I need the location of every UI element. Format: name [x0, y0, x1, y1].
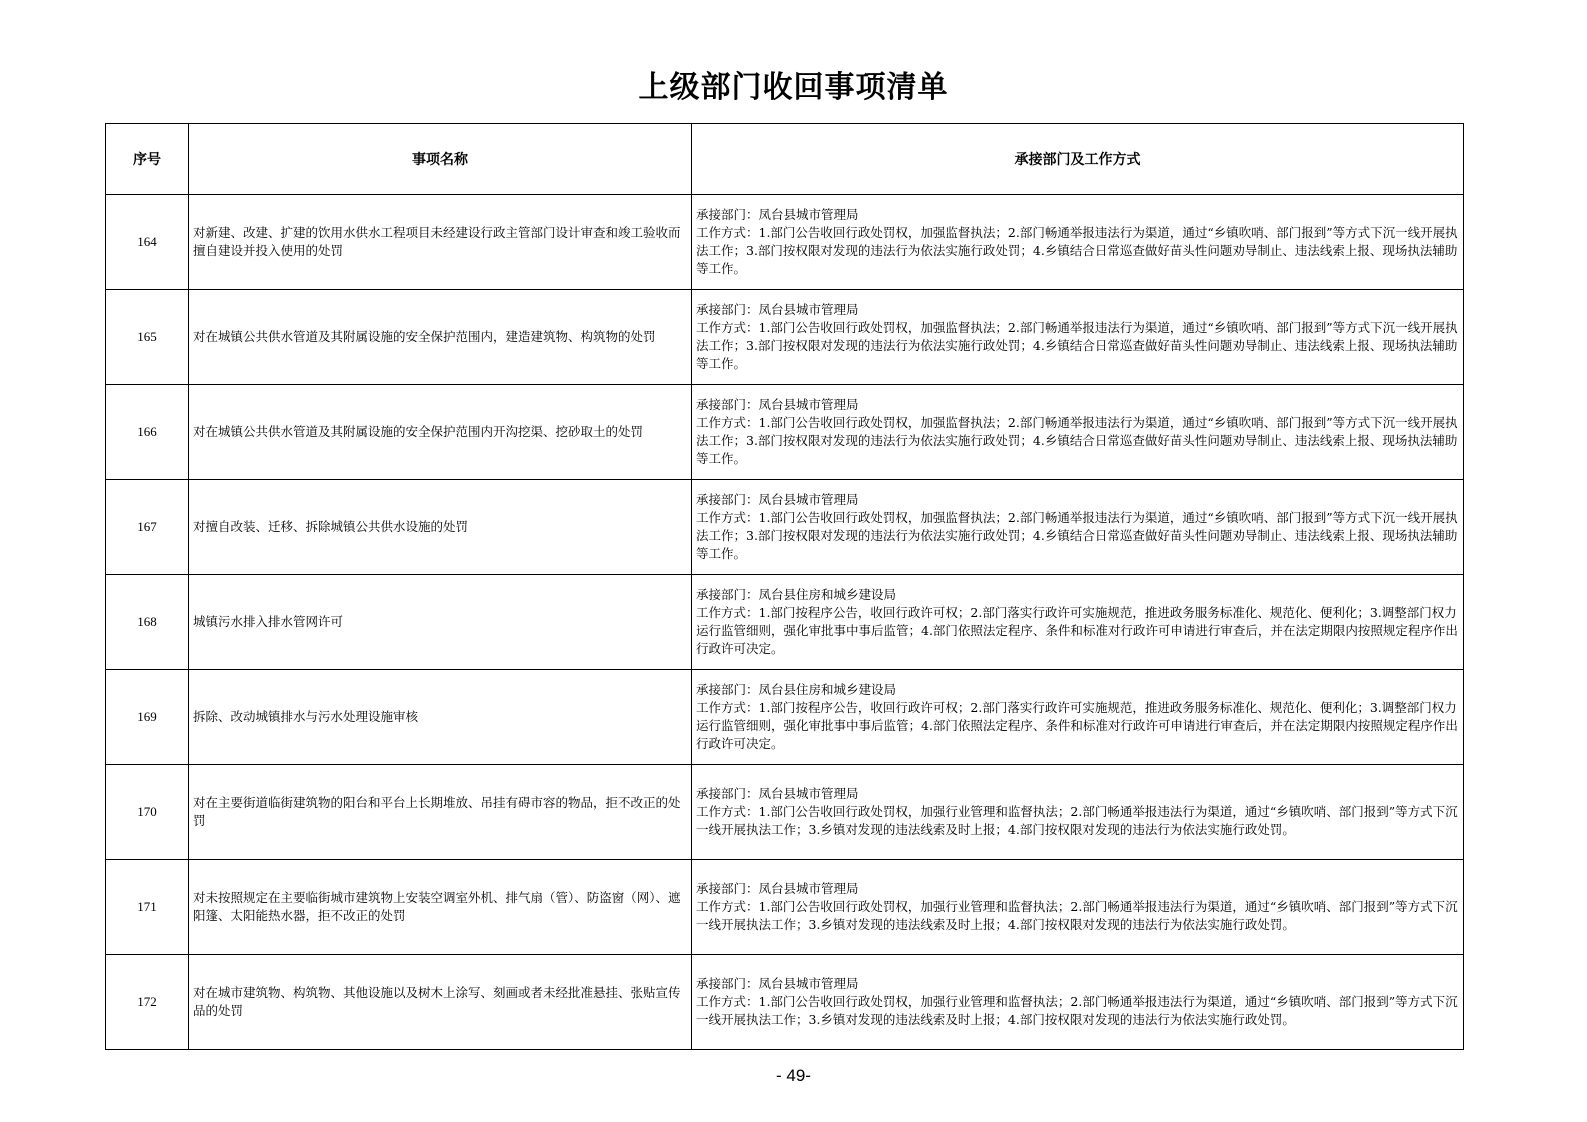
- row-method: 工作方式：1.部门公告收回行政处罚权，加强监督执法；2.部门畅通举报违法行为渠道，通过“乡镇吹哨、部门报到”等方式下沉一线开展执法工作；3.部门按权限对发现的违法行为依法实施行政处罚；4.乡镇结合日常巡查做好苗头性问题劝导制止、违法线索上报、现场执法辅助等工作。: [696, 510, 1458, 561]
- row-number: 164: [106, 195, 189, 290]
- row-department: 承接部门：凤台县城市管理局: [696, 397, 859, 412]
- row-department: 承接部门：凤台县城市管理局: [696, 492, 859, 507]
- table-row: [106, 765, 1464, 860]
- header-department-method: 承接部门及工作方式: [692, 124, 1464, 195]
- table-row: [106, 385, 1464, 480]
- row-number: 166: [106, 385, 189, 480]
- row-method: 工作方式：1.部门公告收回行政处罚权，加强行业管理和监督执法；2.部门畅通举报违法行为渠道，通过“乡镇吹哨、部门报到”等方式下沉一线开展执法工作；3.乡镇对发现的违法线索及时上报；4.部门按权限对发现的违法行为依法实施行政处罚。: [696, 994, 1458, 1027]
- row-department-method: [692, 290, 1464, 385]
- row-number: 165: [106, 290, 189, 385]
- header-item-name: 事项名称: [189, 124, 692, 195]
- row-number: 169: [106, 670, 189, 765]
- table-row: [106, 480, 1464, 575]
- row-department: 承接部门：凤台县住房和城乡建设局: [696, 587, 897, 602]
- row-item-name: 对在城镇公共供水管道及其附属设施的安全保护范围内，建造建筑物、构筑物的处罚: [189, 290, 692, 385]
- row-department-method: [692, 575, 1464, 670]
- row-method: 工作方式：1.部门公告收回行政处罚权，加强行业管理和监督执法；2.部门畅通举报违法行为渠道，通过“乡镇吹哨、部门报到”等方式下沉一线开展执法工作；3.乡镇对发现的违法线索及时上报；4.部门按权限对发现的违法行为依法实施行政处罚。: [696, 804, 1458, 837]
- row-number: 171: [106, 860, 189, 955]
- row-department-method: [692, 765, 1464, 860]
- header-serial-number: 序号: [106, 124, 189, 195]
- row-department-method: [692, 195, 1464, 290]
- row-item-name: 对未按照规定在主要临街城市建筑物上安装空调室外机、排气扇（管）、防盗窗（网）、遮阳篷、太阳能热水器，拒不改正的处罚: [189, 860, 692, 955]
- row-method: 工作方式：1.部门公告收回行政处罚权，加强监督执法；2.部门畅通举报违法行为渠道，通过“乡镇吹哨、部门报到”等方式下沉一线开展执法工作；3.部门按权限对发现的违法行为依法实施行政处罚；4.乡镇结合日常巡查做好苗头性问题劝导制止、违法线索上报、现场执法辅助等工作。: [696, 320, 1458, 371]
- row-item-name: 对新建、改建、扩建的饮用水供水工程项目未经建设行政主管部门设计审查和竣工验收而擅自建设并投入使用的处罚: [189, 195, 692, 290]
- row-method: 工作方式：1.部门公告收回行政处罚权，加强监督执法；2.部门畅通举报违法行为渠道，通过“乡镇吹哨、部门报到”等方式下沉一线开展执法工作；3.部门按权限对发现的违法行为依法实施行政处罚；4.乡镇结合日常巡查做好苗头性问题劝导制止、违法线索上报、现场执法辅助等工作。: [696, 415, 1458, 466]
- row-item-name: 对在城镇公共供水管道及其附属设施的安全保护范围内开沟挖渠、挖砂取土的处罚: [189, 385, 692, 480]
- row-department: 承接部门：凤台县住房和城乡建设局: [696, 682, 897, 697]
- row-method: 工作方式：1.部门公告收回行政处罚权，加强监督执法；2.部门畅通举报违法行为渠道，通过“乡镇吹哨、部门报到”等方式下沉一线开展执法工作；3.部门按权限对发现的违法行为依法实施行政处罚；4.乡镇结合日常巡查做好苗头性问题劝导制止、违法线索上报、现场执法辅助等工作。: [696, 225, 1458, 276]
- row-department-method: [692, 860, 1464, 955]
- row-department-method: [692, 385, 1464, 480]
- row-department: 承接部门：凤台县城市管理局: [696, 207, 859, 222]
- row-method: 工作方式：1.部门按程序公告，收回行政许可权；2.部门落实行政许可实施规范，推进政务服务标准化、规范化、便利化；3.调整部门权力运行监管细则，强化审批事中事后监管；4.部门依照法定程序、条件和标准对行政许可申请进行审查后，并在法定期限内按照规定程序作出行政许可决定。: [696, 605, 1458, 656]
- row-department: 承接部门：凤台县城市管理局: [696, 302, 859, 317]
- table-row: [106, 670, 1464, 765]
- table-row: [106, 290, 1464, 385]
- row-department-method: [692, 670, 1464, 765]
- row-number: 170: [106, 765, 189, 860]
- row-department: 承接部门：凤台县城市管理局: [696, 881, 859, 896]
- row-item-name: 对擅自改装、迁移、拆除城镇公共供水设施的处罚: [189, 480, 692, 575]
- table-row: [106, 195, 1464, 290]
- table-row: [106, 575, 1464, 670]
- row-department: 承接部门：凤台县城市管理局: [696, 786, 859, 801]
- items-table: [105, 123, 1464, 1050]
- table-row: [106, 860, 1464, 955]
- row-number: 167: [106, 480, 189, 575]
- table-header-row: [106, 124, 1464, 195]
- row-department: 承接部门：凤台县城市管理局: [696, 976, 859, 991]
- row-item-name: 拆除、改动城镇排水与污水处理设施审核: [189, 670, 692, 765]
- row-number: 168: [106, 575, 189, 670]
- row-item-name: 城镇污水排入排水管网许可: [189, 575, 692, 670]
- page-title: 上级部门收回事项清单: [638, 70, 949, 105]
- row-item-name: 对在城市建筑物、构筑物、其他设施以及树木上涂写、刻画或者未经批准悬挂、张贴宣传品的处罚: [189, 955, 692, 1050]
- page-number: - 49-: [776, 1066, 811, 1085]
- row-department-method: [692, 955, 1464, 1050]
- row-method: 工作方式：1.部门按程序公告，收回行政许可权；2.部门落实行政许可实施规范，推进政务服务标准化、规范化、便利化；3.调整部门权力运行监管细则，强化审批事中事后监管；4.部门依照法定程序、条件和标准对行政许可申请进行审查后，并在法定期限内按照规定程序作出行政许可决定。: [696, 700, 1458, 751]
- row-number: 172: [106, 955, 189, 1050]
- row-method: 工作方式：1.部门公告收回行政处罚权，加强行业管理和监督执法；2.部门畅通举报违法行为渠道，通过“乡镇吹哨、部门报到”等方式下沉一线开展执法工作；3.乡镇对发现的违法线索及时上报；4.部门按权限对发现的违法行为依法实施行政处罚。: [696, 899, 1458, 932]
- row-item-name: 对在主要街道临街建筑物的阳台和平台上长期堆放、吊挂有碍市容的物品，拒不改正的处罚: [189, 765, 692, 860]
- row-department-method: [692, 480, 1464, 575]
- table-row: [106, 955, 1464, 1050]
